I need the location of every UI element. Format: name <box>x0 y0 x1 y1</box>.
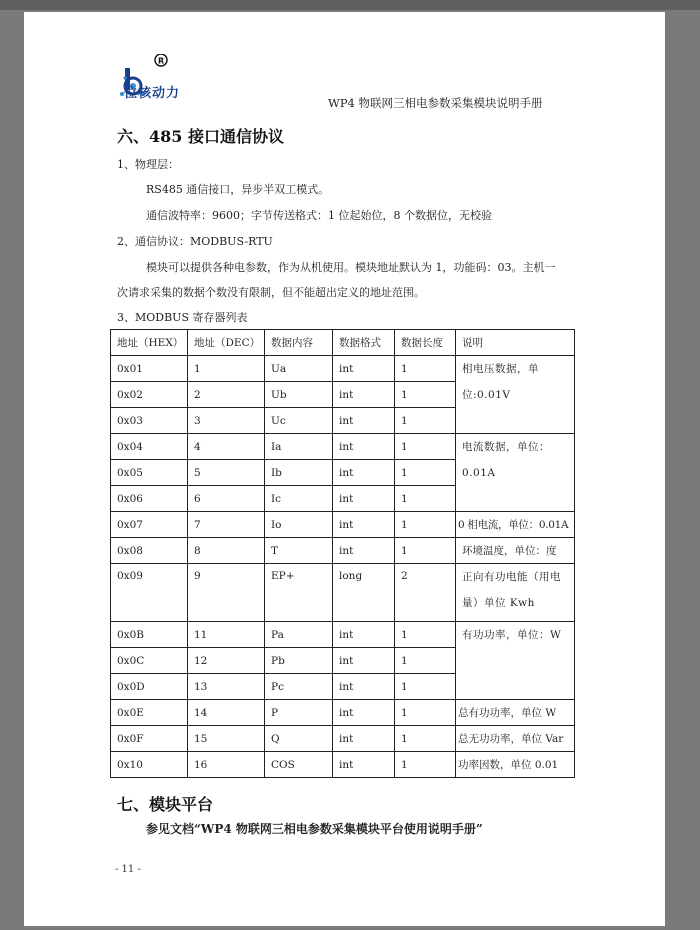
item3-label: 3、MODBUS 寄存器列表 <box>117 311 248 324</box>
cell-format: long <box>333 564 395 622</box>
cell-hex: 0x0F <box>111 726 188 752</box>
cell-format: int <box>333 648 395 674</box>
cell-note: 环境温度，单位：度 <box>456 538 575 564</box>
cell-length: 2 <box>395 564 456 622</box>
cell-hex: 0x04 <box>111 434 188 460</box>
item1-line1: RS485 通信接口，异步半双工模式。 <box>146 183 330 196</box>
cell-format: int <box>333 674 395 700</box>
cell-hex: 0x0E <box>111 700 188 726</box>
cell-format: int <box>333 486 395 512</box>
table-row <box>111 434 575 460</box>
cell-format: int <box>333 700 395 726</box>
logo-text: 位核动力 <box>124 86 181 101</box>
header-cell: 数据长度 <box>395 330 456 356</box>
cell-length: 1 <box>395 726 456 752</box>
cell-content: Pa <box>265 622 333 648</box>
cell-length: 1 <box>395 622 456 648</box>
cell-content: T <box>265 538 333 564</box>
cell-content: Q <box>265 726 333 752</box>
svg-text:R: R <box>158 56 165 66</box>
cell-format: int <box>333 356 395 382</box>
cell-hex: 0x01 <box>111 356 188 382</box>
cell-length: 1 <box>395 460 456 486</box>
cell-length: 1 <box>395 538 456 564</box>
table-row <box>111 538 575 564</box>
cell-note: 功率因数，单位 0.01 <box>456 752 575 778</box>
header-cell: 说明 <box>456 330 575 356</box>
cell-note: 相电压数据，单位:0.01V <box>456 356 575 434</box>
cell-note: 电流数据，单位：0.01A <box>456 434 575 512</box>
cell-dec: 13 <box>188 674 265 700</box>
cell-length: 1 <box>395 382 456 408</box>
cell-dec: 14 <box>188 700 265 726</box>
item2-label: 2、通信协议：MODBUS-RTU <box>117 235 273 248</box>
cell-length: 1 <box>395 434 456 460</box>
cell-length: 1 <box>395 700 456 726</box>
cell-content: Ua <box>265 356 333 382</box>
page-number: - 11 - <box>115 864 141 875</box>
cell-length: 1 <box>395 674 456 700</box>
cell-hex: 0x0C <box>111 648 188 674</box>
cell-content: Ic <box>265 486 333 512</box>
item1-label: 1、物理层： <box>117 158 179 171</box>
cell-length: 1 <box>395 512 456 538</box>
cell-dec: 4 <box>188 434 265 460</box>
header-cell: 数据内容 <box>265 330 333 356</box>
cell-content: P <box>265 700 333 726</box>
cell-dec: 16 <box>188 752 265 778</box>
cell-note: 总无功功率，单位 Var <box>456 726 575 752</box>
cell-format: int <box>333 512 395 538</box>
cell-length: 1 <box>395 486 456 512</box>
cell-dec: 11 <box>188 622 265 648</box>
header-cell: 地址（HEX） <box>111 330 188 356</box>
cell-note: 总有功功率，单位 W <box>456 700 575 726</box>
cell-dec: 3 <box>188 408 265 434</box>
cell-hex: 0x05 <box>111 460 188 486</box>
cell-content: Pb <box>265 648 333 674</box>
cell-note: 正向有功电能（用电量）单位 Kwh <box>456 564 575 622</box>
table-row <box>111 622 575 648</box>
cell-length: 1 <box>395 648 456 674</box>
cell-content: EP+ <box>265 564 333 622</box>
table-row <box>111 752 575 778</box>
cell-format: int <box>333 538 395 564</box>
cell-hex: 0x09 <box>111 564 188 622</box>
cell-length: 1 <box>395 408 456 434</box>
cell-dec: 9 <box>188 564 265 622</box>
cell-format: int <box>333 434 395 460</box>
cell-content: Uc <box>265 408 333 434</box>
cell-dec: 6 <box>188 486 265 512</box>
section6-heading: 六、485 接口通信协议 <box>117 127 284 146</box>
table-row <box>111 356 575 382</box>
table-row <box>111 564 575 622</box>
cell-format: int <box>333 408 395 434</box>
modbus-register-table <box>110 329 575 778</box>
cell-dec: 7 <box>188 512 265 538</box>
header-cell: 数据格式 <box>333 330 395 356</box>
cell-content: Ia <box>265 434 333 460</box>
cell-dec: 8 <box>188 538 265 564</box>
section7-heading: 七、模块平台 <box>117 795 214 814</box>
table-row <box>111 512 575 538</box>
cell-length: 1 <box>395 356 456 382</box>
cell-format: int <box>333 726 395 752</box>
cell-dec: 5 <box>188 460 265 486</box>
document-header-title: WP4 物联网三相电参数采集模块说明手册 <box>328 96 543 110</box>
cell-length: 1 <box>395 752 456 778</box>
header-cell: 地址（DEC） <box>188 330 265 356</box>
cell-note: 0 相电流，单位：0.01A <box>456 512 575 538</box>
cell-content: Io <box>265 512 333 538</box>
cell-format: int <box>333 752 395 778</box>
cell-hex: 0x0D <box>111 674 188 700</box>
cell-format: int <box>333 382 395 408</box>
table-row <box>111 700 575 726</box>
cell-content: COS <box>265 752 333 778</box>
cell-format: int <box>333 460 395 486</box>
cell-hex: 0x02 <box>111 382 188 408</box>
section7-reference: 参见文档“WP4 物联网三相电参数采集模块平台使用说明手册” <box>146 822 483 836</box>
cell-hex: 0x10 <box>111 752 188 778</box>
cell-hex: 0x08 <box>111 538 188 564</box>
table-row <box>111 726 575 752</box>
cell-content: Ub <box>265 382 333 408</box>
cell-hex: 0x06 <box>111 486 188 512</box>
item2-line2: 次请求采集的数据个数没有限制，但不能超出定义的地址范围。 <box>117 286 425 299</box>
viewer-top-bar <box>0 0 700 10</box>
cell-hex: 0x07 <box>111 512 188 538</box>
item1-line2: 通信波特率：9600；字节传送格式：1 位起始位，8 个数据位，无校验 <box>146 209 492 222</box>
cell-dec: 12 <box>188 648 265 674</box>
table-header-row <box>111 330 575 356</box>
cell-content: Ib <box>265 460 333 486</box>
cell-content: Pc <box>265 674 333 700</box>
cell-hex: 0x0B <box>111 622 188 648</box>
cell-format: int <box>333 622 395 648</box>
cell-dec: 2 <box>188 382 265 408</box>
cell-dec: 1 <box>188 356 265 382</box>
item2-line1: 模块可以提供各种电参数，作为从机使用。模块地址默认为 1，功能码：03。主机一 <box>146 261 556 274</box>
cell-hex: 0x03 <box>111 408 188 434</box>
cell-dec: 15 <box>188 726 265 752</box>
cell-note: 有功功率，单位：W <box>456 622 575 700</box>
